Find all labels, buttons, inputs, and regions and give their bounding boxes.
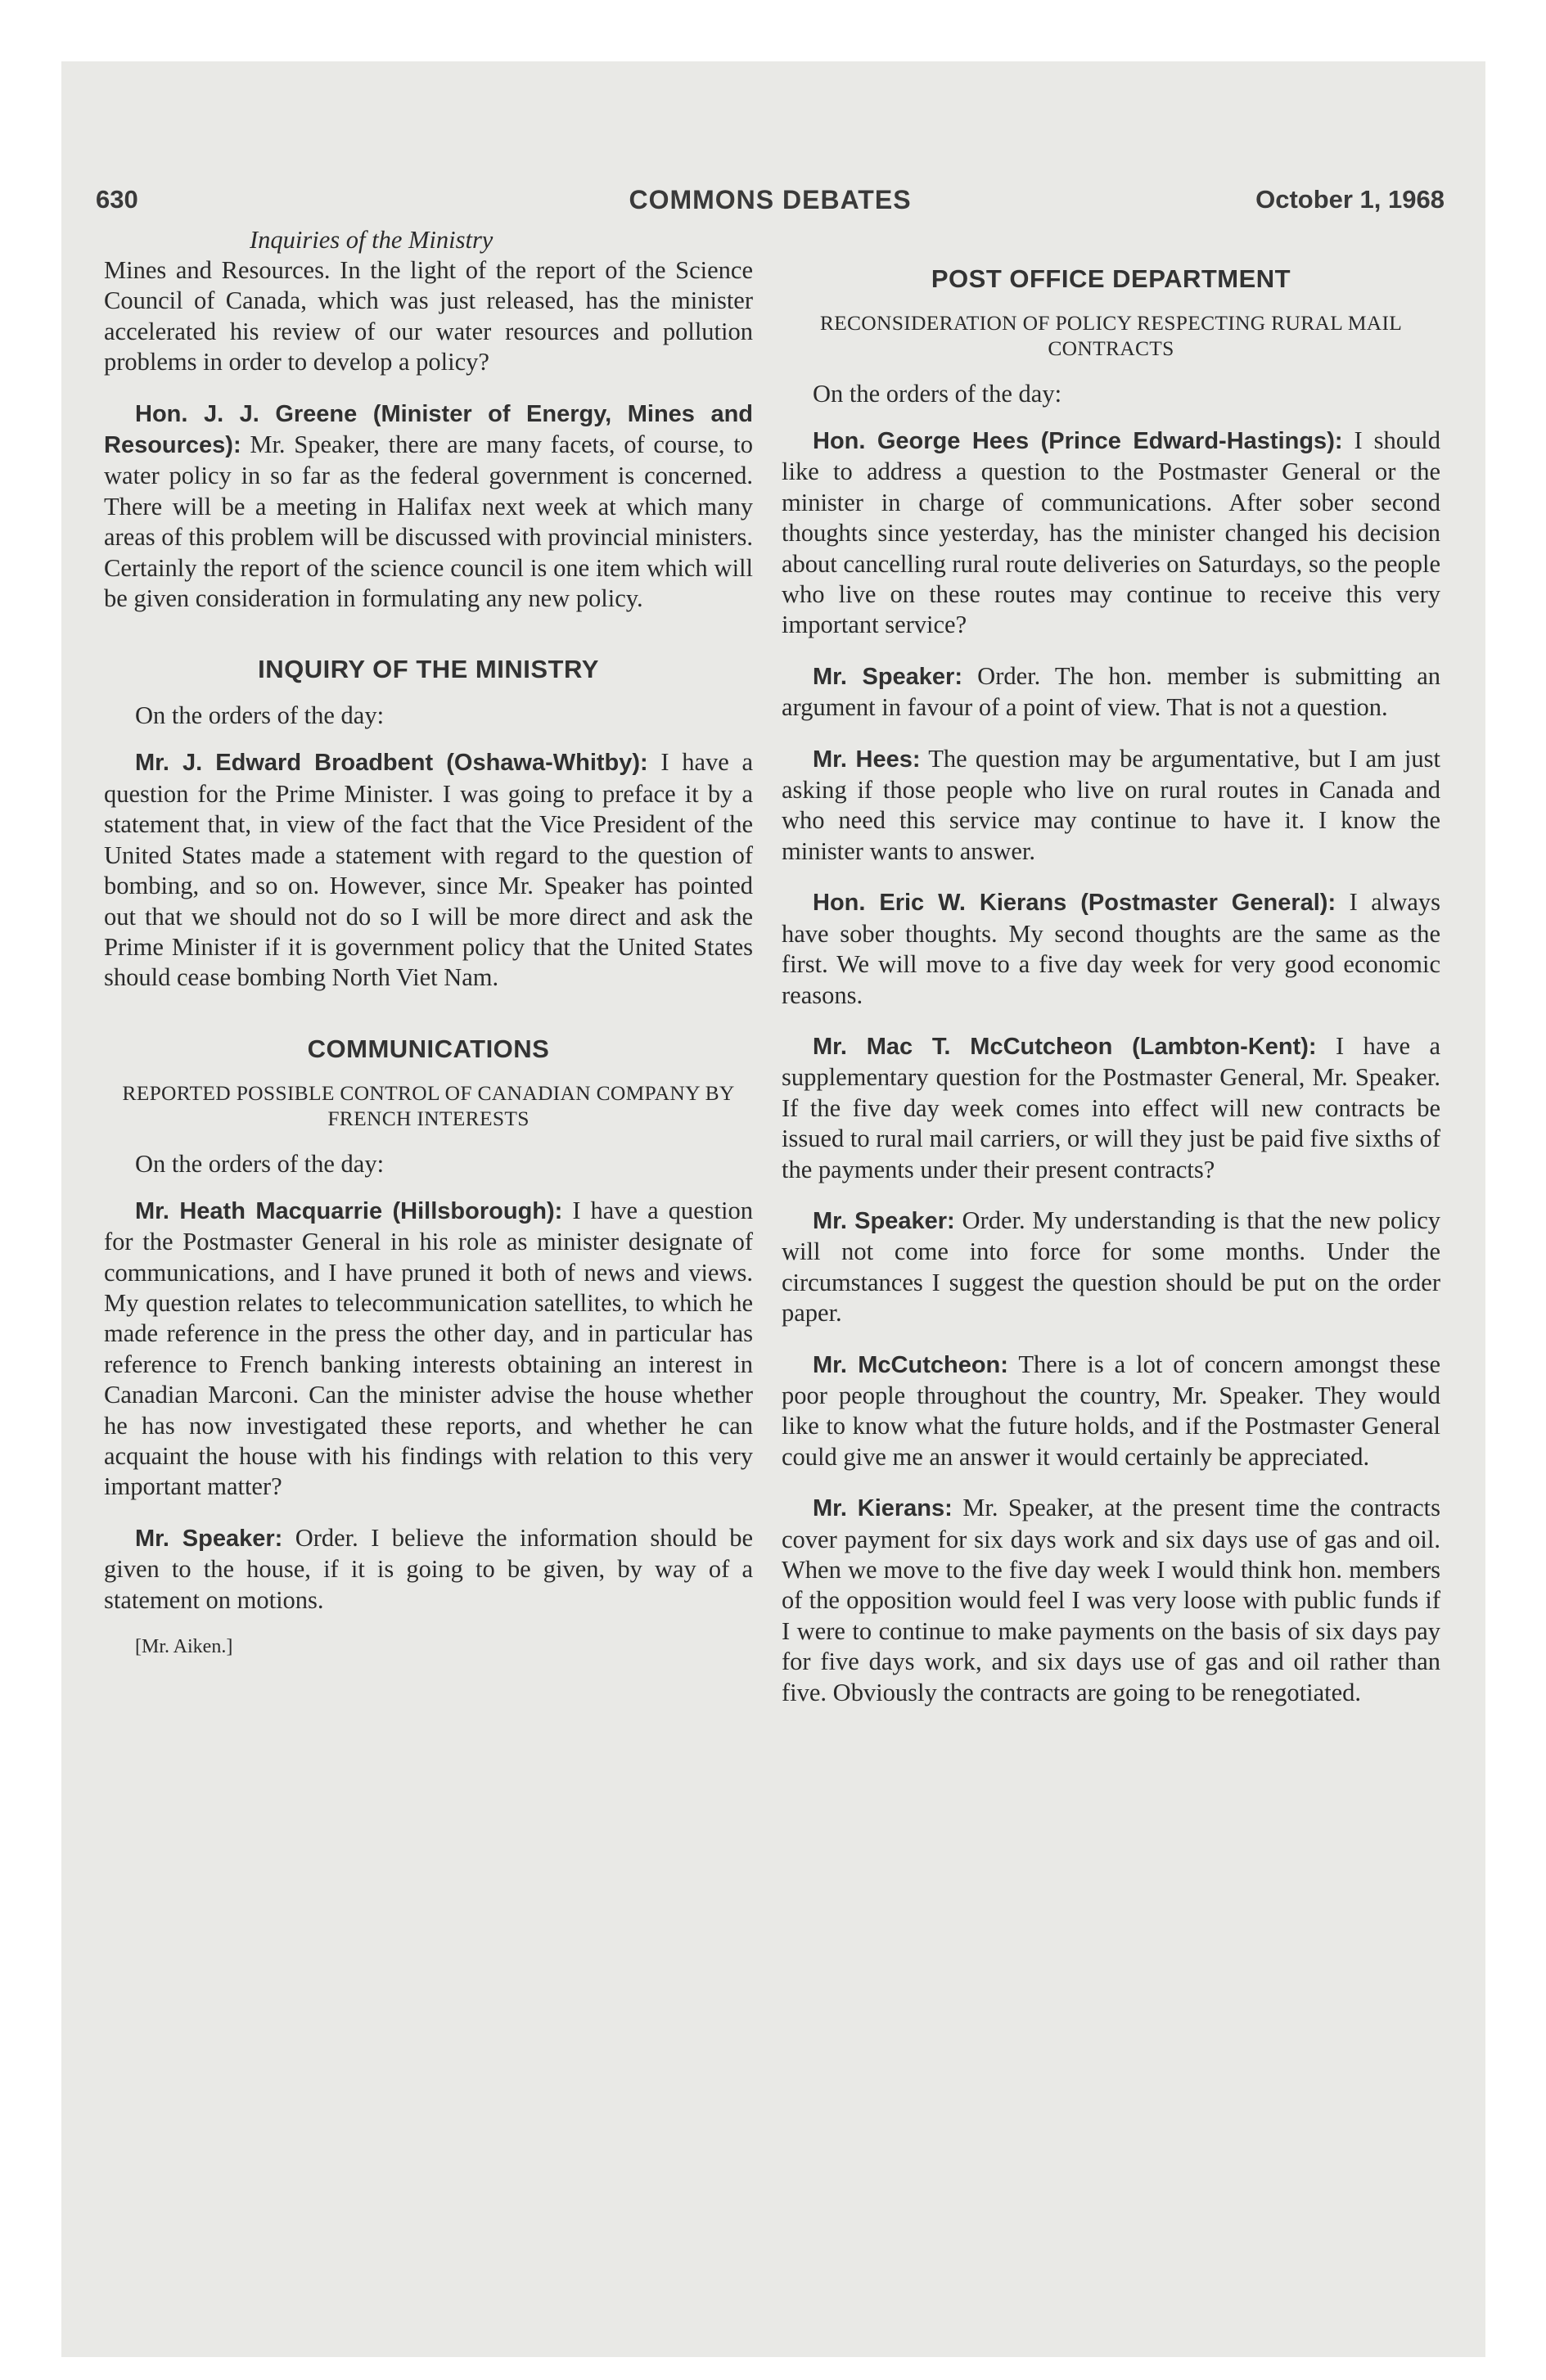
page-number: 630 [96, 185, 138, 214]
paragraph-text: Mines and Resources. In the light of the report of the Science Council of Canada, which was just released, has the minister accelerated his review of our water resources and pollution problems in order to develop a policy? [104, 256, 753, 376]
speech-text: There is a lot of concern amongst these poor people throughout the country, Mr. Speaker. They would like to know what the future holds, and if the Postmaster General could give me an answer it would certainly be appreciated. [782, 1350, 1440, 1471]
speech [782, 661, 1440, 723]
speech [104, 747, 753, 993]
speech [782, 887, 1440, 1011]
speech-text: Order. I believe the information should be given to the house, if it is going to be given, by way of a statement on motions. [104, 1523, 753, 1614]
section-heading: POST OFFICE DEPARTMENT [931, 264, 1291, 293]
paragraph [104, 255, 753, 378]
speech [782, 1206, 1440, 1329]
speech-text: I should like to address a question to the Postmaster General or the minister in charge of communications. After sober second thoughts since yesterday, has the minister changed his decision about cancelling rural route deliveries on Saturdays, so the people who live on these routes may continue to receive this very important service? [782, 426, 1441, 639]
speech-text: I have a question for the Prime Minister. I was going to preface it by a statement that, in view of the fact that the Vice President of the United States made a statement with regard to the question of bombing, and so on. However, since Mr. Speaker has pointed out that we should not do so I will be more direct and ask the Prime Minister if it is government policy that the United States should cease bombing North Viet Nam. [104, 748, 753, 992]
speech [104, 1196, 753, 1503]
footnote: [Mr. Aiken.] [135, 1636, 233, 1657]
speaker-name: Mr. Mac T. McCutcheon (Lambton-Kent): [813, 1033, 1317, 1060]
section-heading: COMMUNICATIONS [307, 1034, 550, 1063]
speaker-name: Mr. Speaker: [135, 1525, 283, 1552]
speech-text: Mr. Speaker, at the present time the contracts cover payment for six days work and six days use of gas and oil. When we move to the five day week I would think hon. members of the opposition would feel I was very loose with public funds if I were to continue to make payments on the basis of six days pay for five days work, and six days use of gas and oil rather than five. Obviously the contracts are going to be renegotiated. [782, 1494, 1440, 1706]
speech-text: I have a question for the Postmaster General in his role as minister designate of communications, and I have pruned it both of news and views. My question relates to telecommunication satellites, to which he made reference in the press the other day, and in particular has reference to French banking interests obtaining an interest in Canadian Marconi. Can the minister advise the house whether he has now investigated these reports, and whether he can acquaint the house with his findings with relation to this very important matter? [104, 1196, 753, 1501]
section-heading: INQUIRY OF THE MINISTRY [258, 655, 599, 684]
orders-of-the-day: On the orders of the day: [135, 701, 385, 730]
speaker-name: Mr. Kierans: [813, 1495, 953, 1522]
speech-text: Order. My understanding is that the new policy will not come into force for some months. Under the circumstances I suggest the question should be put on the order paper. [782, 1206, 1440, 1327]
right-column [782, 225, 1440, 1729]
speaker-name: Mr. McCutcheon: [813, 1351, 1008, 1378]
speech [104, 399, 753, 615]
speech-text: Order. The hon. member is submitting an argument in favour of a point of view. That is not a question. [782, 661, 1440, 722]
section-subheading: REPORTED POSSIBLE CONTROL OF CANADIAN COMPANY BY FRENCH INTERESTS [122, 1080, 735, 1130]
left-column [104, 225, 753, 1658]
speaker-name: Mr. Hees: [813, 746, 921, 773]
speaker-name: Hon. Eric W. Kierans (Postmaster General): [813, 890, 1336, 917]
speaker-name: Mr. J. Edward Broadbent (Oshawa-Whitby): [135, 750, 648, 777]
speech [782, 1350, 1440, 1473]
running-head: Inquiries of the Ministry [250, 226, 494, 254]
speech-text: The question may be argumentative, but I am just asking if those people who live on rural routes in Canada and who need this service may continue to have it. I know the minister wants to answer. [782, 744, 1440, 865]
speaker-name: Mr. Speaker: [813, 663, 963, 690]
speech-text: Mr. Speaker, there are many facets, of course, to water policy in so far as the federal government is concerned. There will be a meeting in Halifax next week at which many areas of this problem will be discussed with provincial ministers. Certainly the report of the science council is one item which will be given consideration in formulating any new policy. [104, 430, 753, 613]
speaker-name: Hon. J. J. Greene (Minister of Energy, Mines and Resources): [104, 400, 753, 459]
section-subheading: RECONSIDERATION OF POLICY RESPECTING RURAL MAIL CONTRACTS [819, 311, 1403, 360]
speaker-name: Mr. Speaker: [813, 1207, 955, 1234]
issue-date: October 1, 1968 [1255, 185, 1445, 214]
orders-of-the-day: On the orders of the day: [135, 1149, 385, 1178]
speech [782, 744, 1440, 868]
orders-of-the-day: On the orders of the day: [813, 380, 1062, 408]
speech [782, 426, 1440, 641]
speaker-name: Hon. George Hees (Prince Edward-Hastings): [813, 428, 1343, 454]
speaker-name: Mr. Heath Macquarrie (Hillsborough): [135, 1197, 563, 1224]
speech [782, 1031, 1440, 1185]
page-header [96, 185, 1445, 226]
speech [782, 1493, 1440, 1708]
speech-text: I have a supplementary question for the Postmaster General, Mr. Speaker. If the five day week comes into effect will new contracts be issued to rural mail carriers, or will they just be paid five sixths of the payments under their present contracts? [782, 1031, 1440, 1183]
speech-text: I always have sober thoughts. My second thoughts are the same as the first. We will move to a five day week for very good economic reasons. [782, 888, 1441, 1009]
speech [104, 1523, 753, 1616]
publication-title: COMMONS DEBATES [629, 185, 912, 214]
